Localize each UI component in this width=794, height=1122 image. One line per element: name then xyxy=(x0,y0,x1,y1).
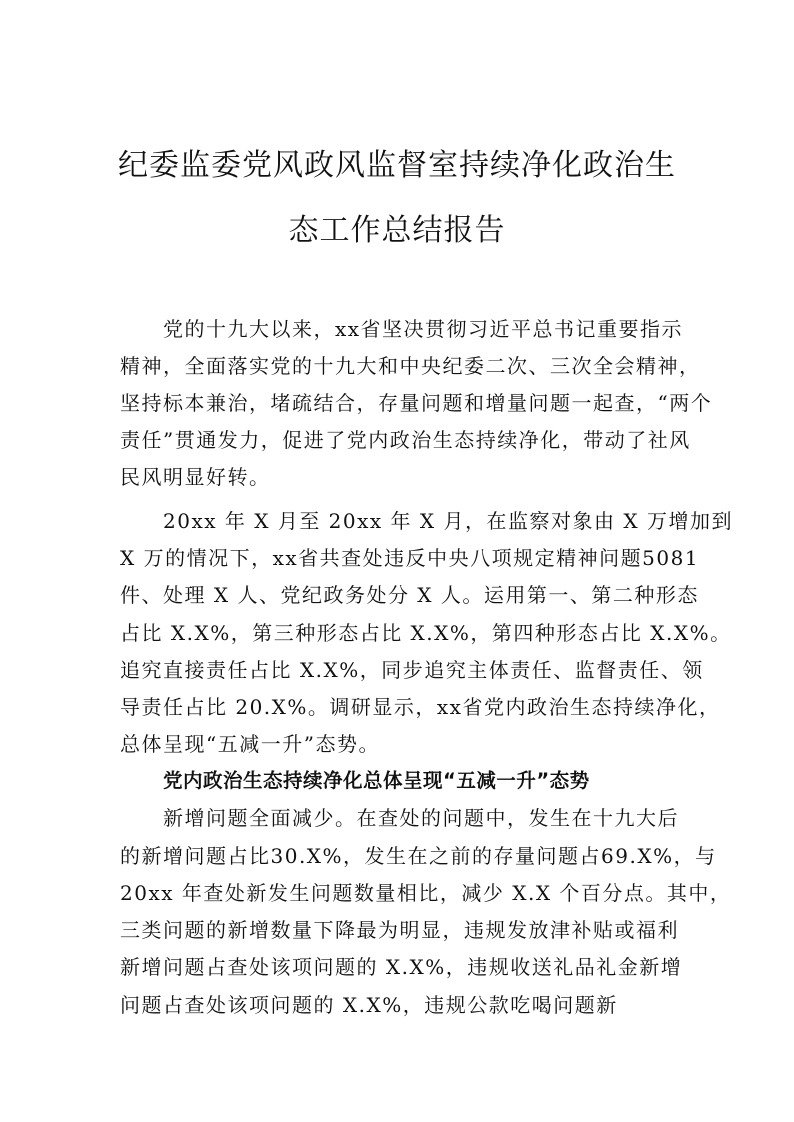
paragraph-2-line: 件、处理 X 人、党纪政务处分 X 人。运用第一、第二种形态 xyxy=(120,583,699,607)
document-title-line-2: 态工作总结报告 xyxy=(288,213,506,248)
paragraph-3-line: 三类问题的新增数量下降最为明显，违规发放津补贴或福利 xyxy=(120,918,679,942)
paragraph-2-line: 20xx 年 X 月至 20xx 年 X 月，在监察对象由 X 万增加到 xyxy=(163,509,733,533)
document-title-line-1: 纪委监委党风政风监督室持续净化政治生 xyxy=(118,148,676,183)
paragraph-1-line: 党的十九大以来，xx省坚决贯彻习近平总书记重要指示 xyxy=(163,317,684,341)
paragraph-2-line: X 万的情况下，xx省共查处违反中央八项规定精神问题5081 xyxy=(120,546,700,570)
paragraph-1-line: 责任”贯通发力，促进了党内政治生态持续净化，带动了社风 xyxy=(120,428,691,452)
paragraph-1-line: 民风明显好转。 xyxy=(120,465,271,489)
section-heading: 党内政治生态持续净化总体呈现“五减一升”态势 xyxy=(163,769,590,792)
paragraph-3-line: 问题占查处该项问题的 X.X%，违规公款吃喝问题新 xyxy=(120,993,618,1017)
paragraph-1-line: 坚持标本兼治，堵疏结合，存量问题和增量问题一起查，“两个 xyxy=(120,391,713,415)
paragraph-1-line: 精神，全面落实党的十九大和中央纪委二次、三次全会精神， xyxy=(120,354,701,378)
paragraph-3-line: 新增问题全面减少。在查处的问题中，发生在十九大后 xyxy=(163,806,679,830)
paragraph-3-line: 的新增问题占比30.X%，发生在之前的存量问题占69.X%，与 xyxy=(120,844,717,868)
paragraph-2-line: 追究直接责任占比 X.X%，同步追究主体责任、监督责任、领 xyxy=(120,658,704,682)
paragraph-2-line: 占比 X.X%，第三种形态占比 X.X%，第四种形态占比 X.X%。 xyxy=(120,621,732,645)
paragraph-3-line: 20xx 年查处新发生问题数量相比，减少 X.X 个百分点。其中， xyxy=(120,881,732,905)
paragraph-2-line: 总体呈现“五减一升”态势。 xyxy=(120,732,380,756)
paragraph-3-line: 新增问题占查处该项问题的 X.X%，违规收送礼品礼金新增 xyxy=(120,955,683,979)
paragraph-2-line: 导责任占比 20.X%。调研显示，xx省党内政治生态持续净化， xyxy=(120,695,721,719)
